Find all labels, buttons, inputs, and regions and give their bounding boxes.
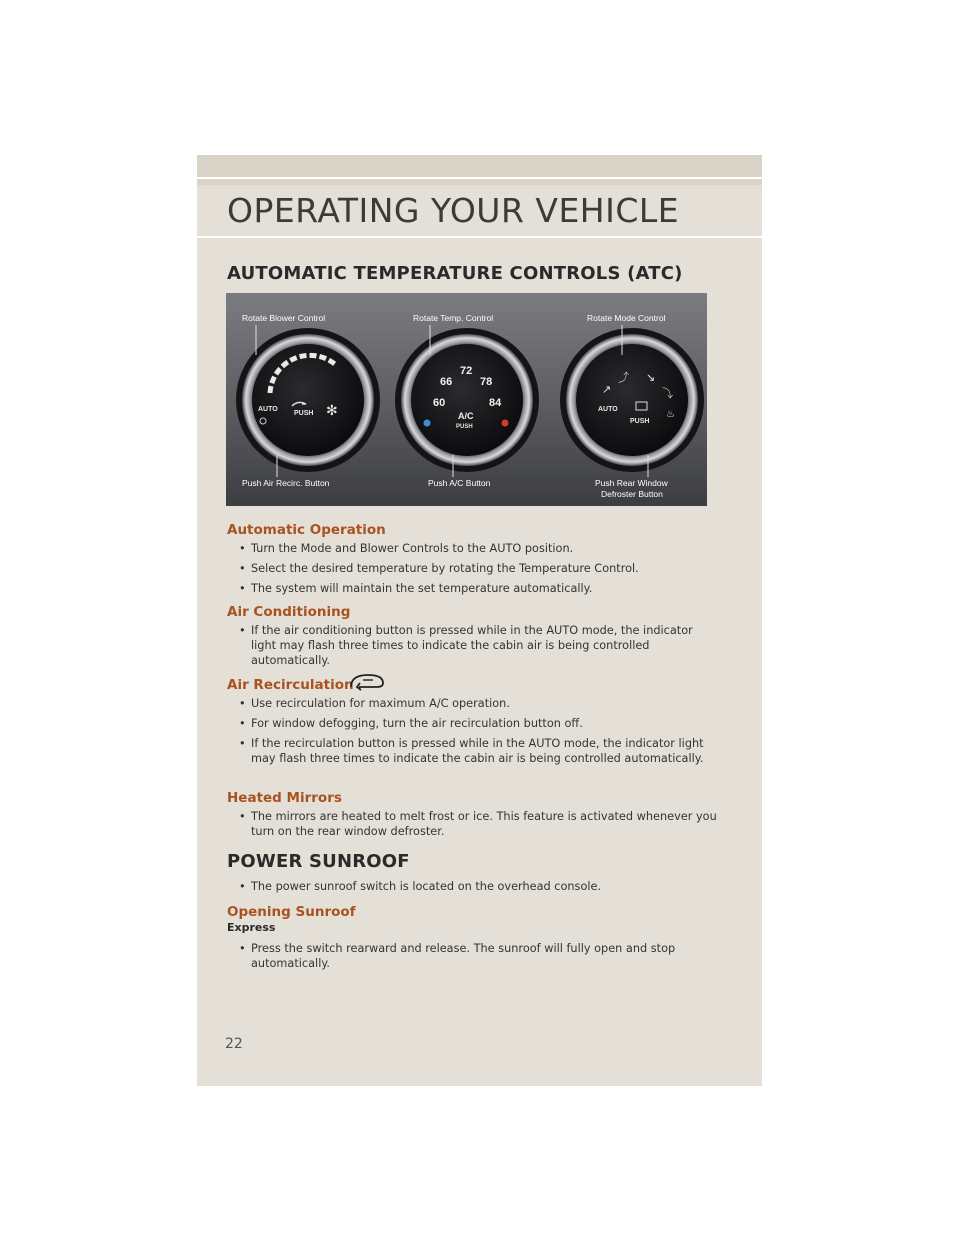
label-temp: Rotate Temp. Control [413,313,494,323]
label-mode: Rotate Mode Control [587,313,666,323]
svg-text:PUSH: PUSH [294,410,314,417]
air-recirculation-heading: Air Recirculation [227,677,354,693]
svg-text:A/C: A/C [458,411,474,421]
label-blower: Rotate Blower Control [242,313,326,323]
label-defrost-2: Defroster Button [601,489,663,499]
floor-icon: ↘ [646,372,656,384]
svg-text:60: 60 [433,397,446,409]
list-item: • If the recirculation button is pressed while in the AUTO mode, the indicator light may flash three times to indicate the cabin air is being controlled automatically. [239,736,721,766]
list-item: • For window defogging, turn the air recirculation button off. [239,716,721,731]
express-subheading: Express [227,921,276,934]
manual-page [197,155,762,1086]
auto-operation-heading: Automatic Operation [227,522,386,538]
vent-icon: ↗ [602,384,612,396]
svg-text:PUSH: PUSH [630,418,650,425]
header-rule [197,177,762,179]
cold-indicator [424,420,431,427]
bilevel-icon: ⤴ [618,372,629,384]
svg-text:84: 84 [489,397,502,409]
front-defrost-icon: ♨ [666,409,675,420]
power-sunroof-heading: POWER SUNROOF [227,851,410,872]
recirculation-icon [347,672,389,692]
defrost-mix-icon: ⤵ [662,388,673,400]
atc-control-photo [226,293,707,506]
list-item: • If the air conditioning button is pressed while in the AUTO mode, the indicator light may flash three times to indicate the cabin air is being controlled automatically. [239,623,721,668]
page-title: OPERATING YOUR VEHICLE [227,191,680,230]
list-item: • The mirrors are heated to melt frost or ice. This feature is activated whenever you turn on the rear window defroster. [239,809,721,839]
hot-indicator [502,420,509,427]
mode-knob [560,328,704,472]
list-item: • Select the desired temperature by rotating the Temperature Control. [239,561,721,576]
list-item: • The power sunroof switch is located on the overhead console. [239,879,721,894]
fan-icon: ✻ [326,402,338,418]
header-band [197,155,762,185]
list-item: • Press the switch rearward and release. The sunroof will fully open and stop automatically. [239,941,721,971]
label-defrost-1: Push Rear Window [595,478,668,488]
header-rule-bottom [197,236,762,238]
label-ac: Push A/C Button [428,478,491,488]
list-item: • Use recirculation for maximum A/C operation. [239,696,721,711]
page-number: 22 [225,1036,243,1052]
air-conditioning-heading: Air Conditioning [227,604,351,620]
svg-text:72: 72 [460,365,473,377]
atc-heading: AUTOMATIC TEMPERATURE CONTROLS (ATC) [227,263,683,284]
opening-sunroof-heading: Opening Sunroof [227,904,356,920]
svg-text:AUTO: AUTO [258,406,278,413]
heated-mirrors-heading: Heated Mirrors [227,790,342,806]
list-item: • The system will maintain the set temperature automatically. [239,581,721,596]
blower-knob [236,328,380,472]
svg-text:66: 66 [440,376,453,388]
svg-text:AUTO: AUTO [598,406,618,413]
label-recirc: Push Air Recirc. Button [242,478,330,488]
svg-text:PUSH: PUSH [456,424,473,430]
temperature-knob [395,328,539,472]
svg-text:78: 78 [480,376,493,388]
list-item: • Turn the Mode and Blower Controls to the AUTO position. [239,541,721,556]
